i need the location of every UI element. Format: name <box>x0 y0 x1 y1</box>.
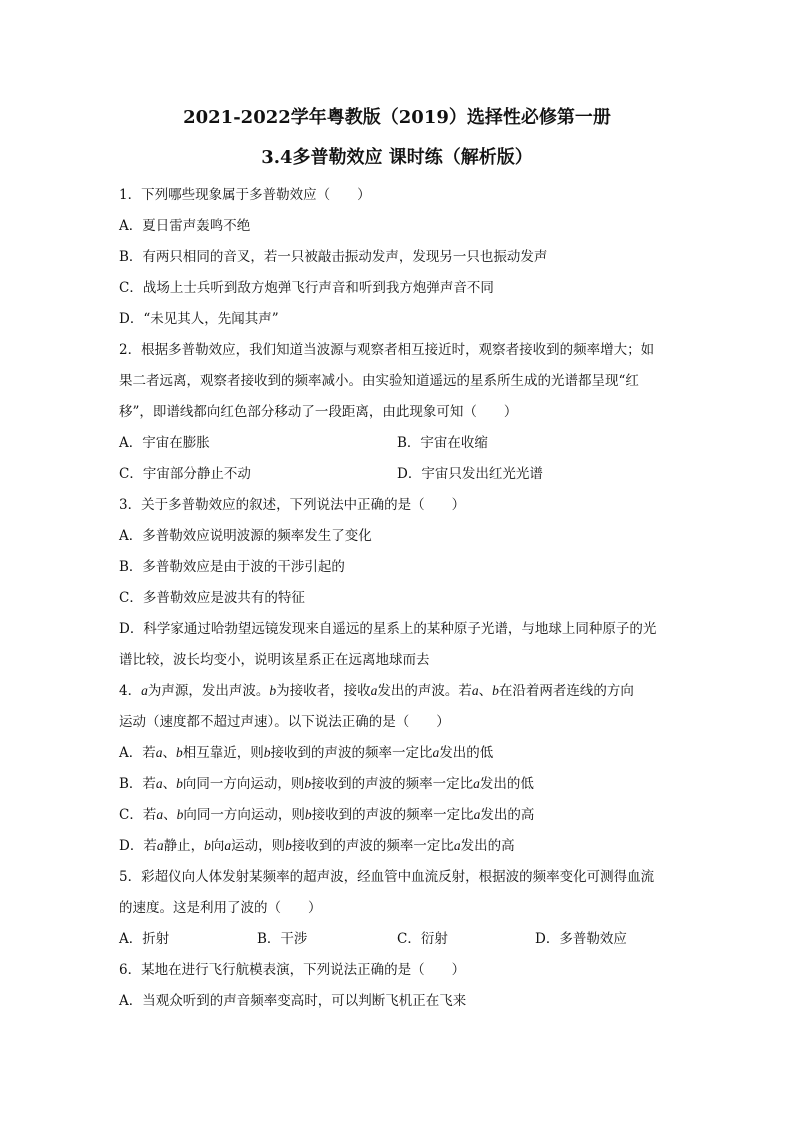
q4-option-c: C．若a、b向同一方向运动，则b接收到的声波的频率一定比a发出的高 <box>119 807 535 823</box>
document-subtitle: 3.4多普勒效应 课时练（解析版） <box>261 147 533 168</box>
q1-option-b: B．有两只相同的音叉，若一只被敲击振动发声，发现另一只也振动发声 <box>119 249 548 265</box>
q1-option-d: D．“未见其人，先闻其声” <box>119 311 279 327</box>
q3-option-a: A．多普勒效应说明波源的频率发生了变化 <box>119 528 372 544</box>
q5-option-c: C．衍射 <box>397 931 448 947</box>
var-a: a <box>471 683 479 698</box>
q4-option-d: D．若a静止，b向a运动，则b接收到的声波的频率一定比a发出的高 <box>119 838 515 854</box>
q3-option-c: C．多普勒效应是波共有的特征 <box>119 590 305 606</box>
q5-option-d: D．多普勒效应 <box>535 931 627 947</box>
q4-option-b: B．若a、b向同一方向运动，则b接收到的声波的频率一定比a发出的低 <box>119 776 534 792</box>
q2-stem-line3: 移”，即谱线都向红色部分移动了一段距离，由此现象可知（ ） <box>119 404 518 420</box>
q1-option-a: A．夏日雷声轰鸣不绝 <box>119 218 251 234</box>
q1-option-c: C．战场上士兵听到敌方炮弹飞行声音和听到我方炮弹声音不同 <box>119 280 494 296</box>
document-title: 2021-2022学年粤教版（2019）选择性必修第一册 <box>183 107 611 128</box>
q2-stem-line2: 果二者远离，观察者接收到的频率减小。由实验知道遥远的星系所生成的光谱都呈现“红 <box>119 373 639 389</box>
q2-option-a: A．宇宙在膨胀 <box>119 435 210 451</box>
q2-option-d: D．宇宙只发出红光光谱 <box>397 466 543 482</box>
q3-option-d-line1: D．科学家通过哈勃望远镜发现来自遥远的星系上的某种原子光谱，与地球上同种原子的光 <box>119 621 657 637</box>
q5-option-b: B．干涉 <box>257 931 308 947</box>
var-b: b <box>492 683 499 698</box>
q6-option-a: A．当观众听到的声音频率变高时，可以判断飞机正在飞来 <box>119 993 467 1009</box>
q5-option-a: A．折射 <box>119 931 170 947</box>
q3-option-d-line2: 谱比较，波长均变小，说明该星系正在远离地球而去 <box>119 652 430 668</box>
q4-stem-line2: 运动（速度都不超过声速）。以下说法正确的是（ ） <box>119 714 450 730</box>
q5-stem-line1: 5．彩超仪向人体发射某频率的超声波，经血管中血流反射，根据波的频率变化可测得血流 <box>119 869 655 885</box>
var-b: b <box>269 683 277 698</box>
q2-option-c: C．宇宙部分静止不动 <box>119 466 251 482</box>
q2-option-b: B．宇宙在收缩 <box>397 435 488 451</box>
q3-option-b: B．多普勒效应是由于波的干涉引起的 <box>119 559 345 575</box>
q4-stem-line1: 4．a为声源，发出声波。b为接收者，接收a发出的声波。若a、b在沿着两者连线的方向 <box>119 683 634 699</box>
q4-option-a: A．若a、b相互靠近，则b接收到的声波的频率一定比a发出的低 <box>119 745 494 761</box>
q5-stem-line2: 的速度。这是利用了波的（ ） <box>119 900 322 916</box>
q2-stem-line1: 2．根据多普勒效应，我们知道当波源与观察者相互接近时，观察者接收到的频率增大；如 <box>119 342 655 358</box>
var-a: a <box>370 683 378 698</box>
q6-stem: 6．某地在进行飞行航模表演，下列说法正确的是（ ） <box>119 962 466 978</box>
var-a: a <box>141 683 148 698</box>
q1-stem: 1．下列哪些现象属于多普勒效应（ ） <box>119 187 371 203</box>
q3-stem: 3．关于多普勒效应的叙述，下列说法中正确的是（ ） <box>119 497 466 513</box>
